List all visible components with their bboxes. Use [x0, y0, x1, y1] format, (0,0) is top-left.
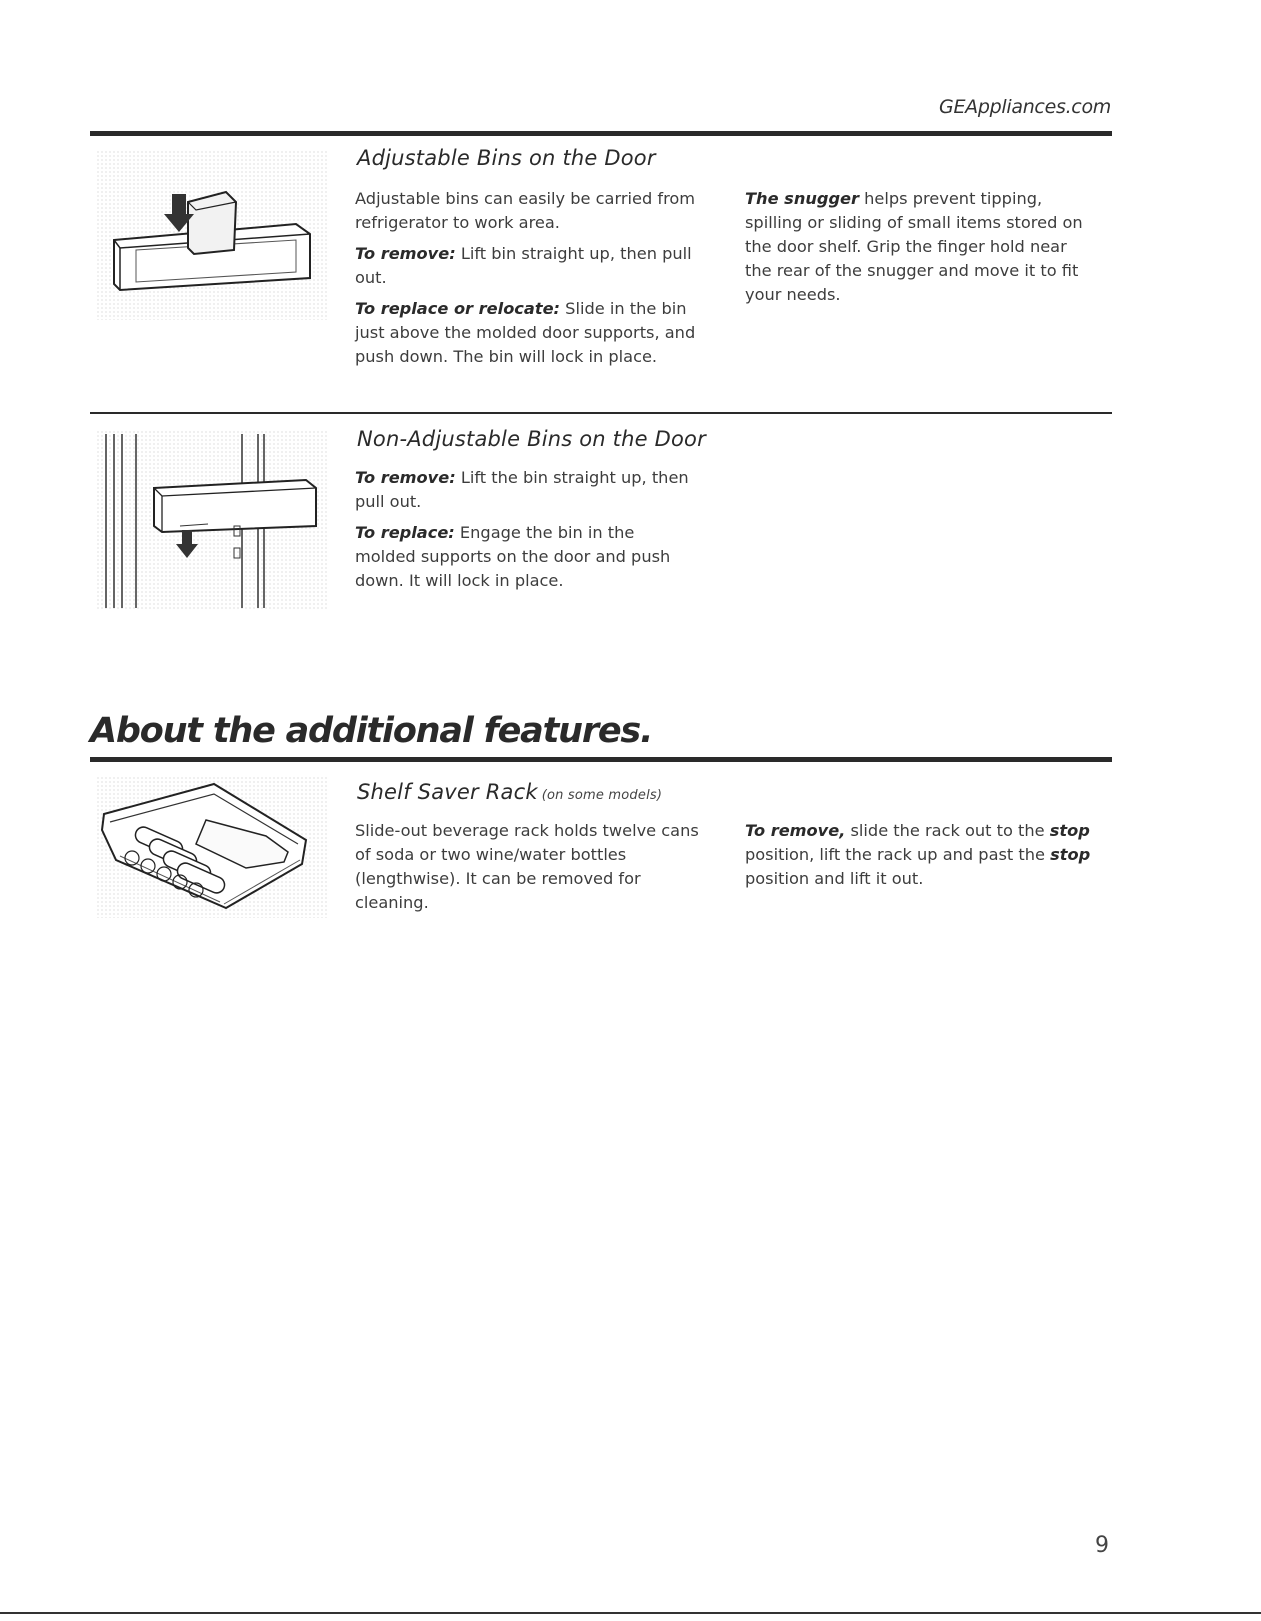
section-title-shelf-saver-rack [357, 780, 662, 804]
section-divider [90, 412, 1112, 414]
remove-text-1: slide the rack out to the [845, 821, 1050, 840]
non-adjustable-bin-illustration [96, 430, 328, 610]
section-title-non-adjustable-bins: Non-Adjustable Bins on the Door [357, 427, 706, 451]
remove-label: To remove: [355, 244, 456, 263]
non-adjustable-remove [355, 466, 700, 514]
adjustable-bins-replace [355, 297, 700, 369]
stop-word-1: stop [1049, 821, 1090, 840]
remove-text-3: position and lift it out. [745, 869, 924, 888]
section-title-adjustable-bins: Adjustable Bins on the Door [357, 146, 656, 170]
snugger-text: helps prevent tipping, spilling or sliding of small items stored on the door shelf. Grip the finger hold near the rear of the snugger and move it to fit your needs. [745, 189, 1083, 304]
stop-word-2: stop [1050, 845, 1091, 864]
snugger-label: The snugger [745, 189, 860, 208]
replace-text: Engage the bin in the molded supports on the door and push down. It will lock in place. [355, 523, 671, 590]
shelf-saver-rack-illustration [96, 776, 328, 918]
adjustable-bins-left-column [355, 187, 700, 376]
adjustable-bins-intro: Adjustable bins can easily be carried from refrigerator to work area. [355, 189, 696, 232]
page-number: 9 [1095, 1533, 1109, 1558]
website-url: GEAppliances.com [939, 96, 1111, 118]
adjustable-bin-illustration [96, 150, 328, 320]
replace-label: To replace or relocate: [355, 299, 561, 318]
page-bottom-edge [0, 1612, 1261, 1614]
remove-label: To remove, [745, 821, 846, 840]
adjustable-bins-remove [355, 242, 700, 290]
shelf-saver-intro: Slide-out beverage rack holds twelve cans of soda or two wine/water bottles (lengthwise). It can be removed for cleaning. [355, 821, 699, 912]
remove-label: To remove: [355, 468, 456, 487]
adjustable-bins-right-column [745, 187, 1095, 314]
remove-text-2: position, lift the rack up and past the [745, 845, 1051, 864]
header-rule [90, 131, 1112, 136]
shelf-saver-title: Shelf Saver Rack [357, 780, 538, 804]
snugger-paragraph [745, 187, 1095, 307]
shelf-saver-note: (on some models) [541, 788, 663, 803]
shelf-saver-right-column [745, 819, 1095, 898]
replace-text: Slide in the bin just above the molded door supports, and push down. The bin will lock in place. [355, 299, 696, 366]
heading-rule [90, 757, 1112, 762]
non-adjustable-bins-column [355, 466, 700, 600]
remove-text: Lift the bin straight up, then pull out. [355, 468, 689, 511]
remove-text: Lift bin straight up, then pull out. [355, 244, 692, 287]
shelf-saver-remove [745, 819, 1095, 891]
replace-label: To replace: [355, 523, 455, 542]
page-heading: About the additional features. [90, 711, 653, 751]
shelf-saver-left-column [355, 819, 715, 922]
non-adjustable-replace [355, 521, 700, 593]
